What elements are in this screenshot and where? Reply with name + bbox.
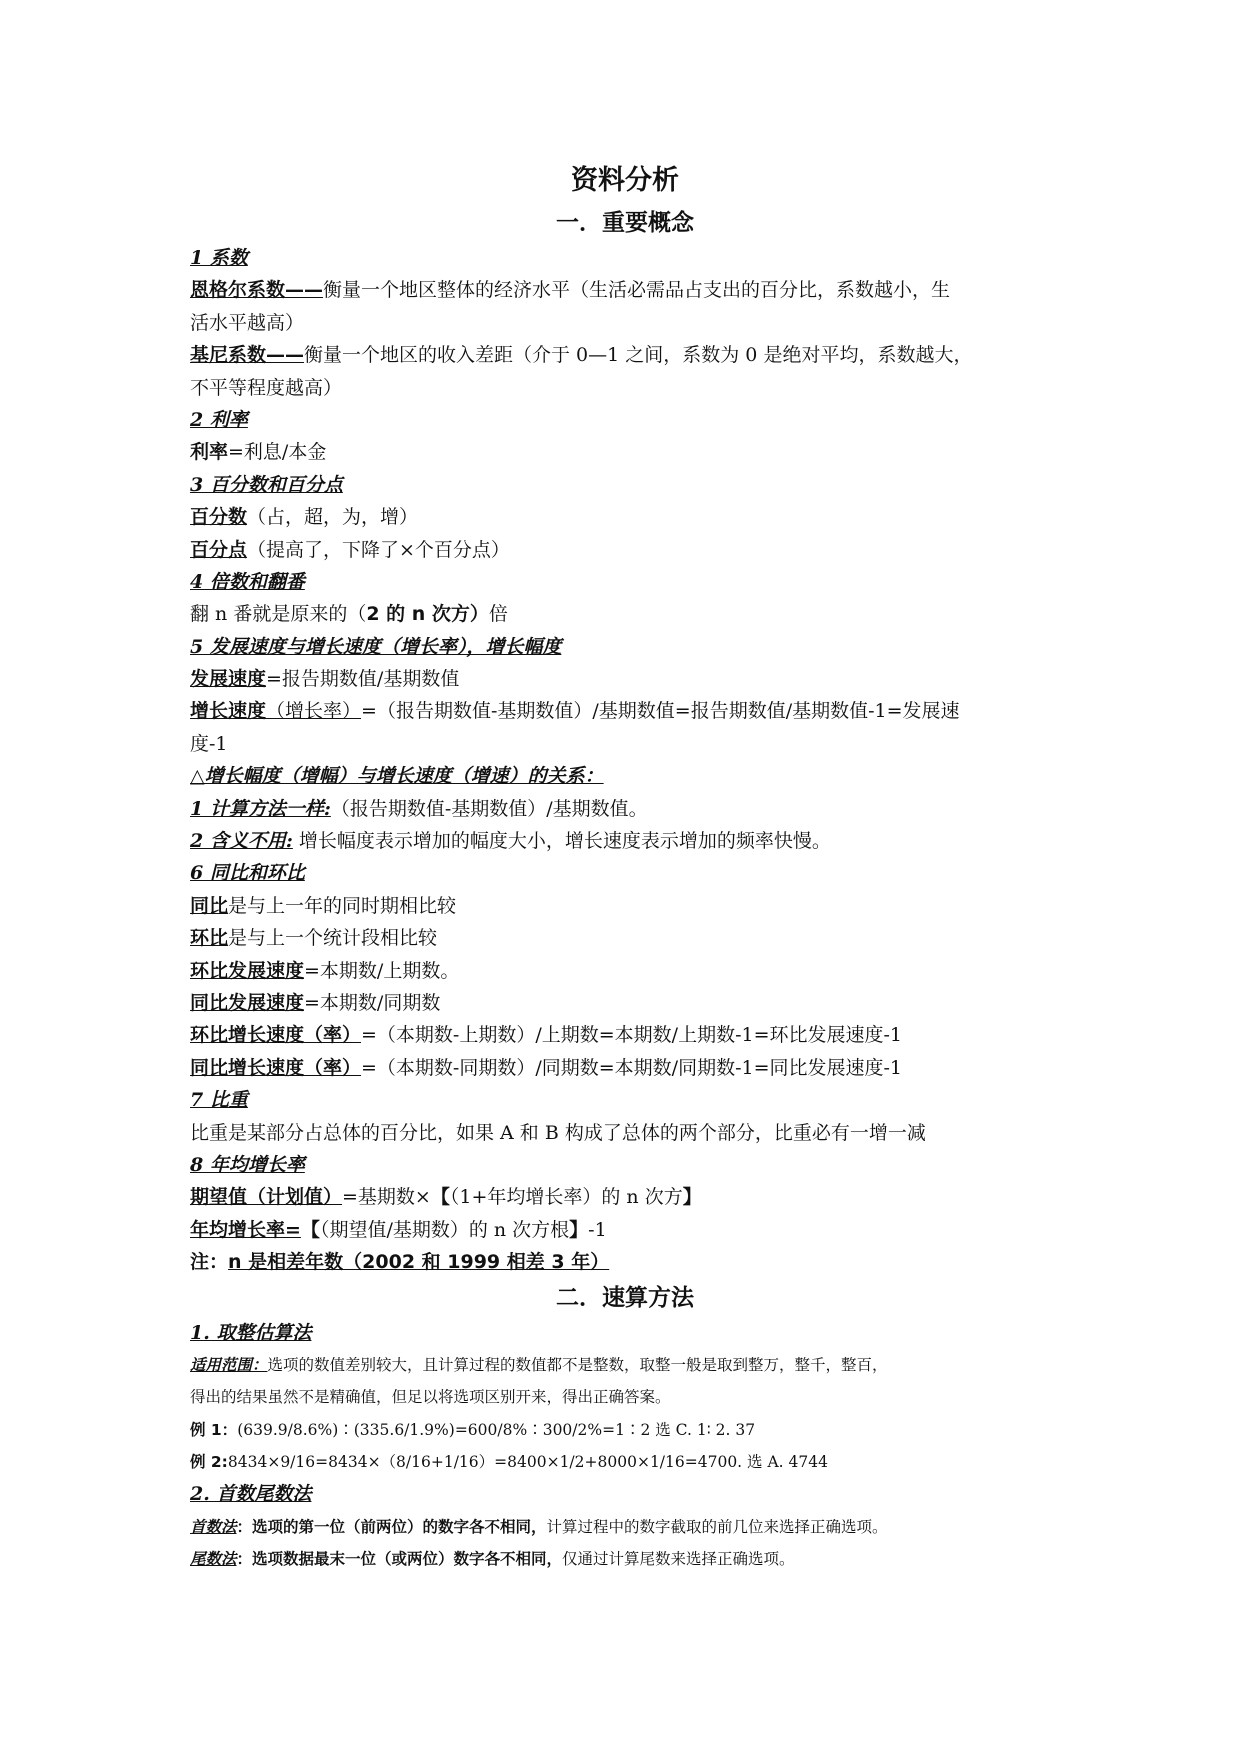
example-2-line: 例 2:8434×9/16=8434×（8/16+1/16）=8400×1/2+8000×1/16=4700. 选 A. 4744	[190, 1453, 828, 1472]
document-page	[190, 158, 1060, 1576]
note-line: 注：n 是相差年数（2002 和 1999 相差 3 年）	[190, 1251, 610, 1274]
development-speed-line: 发展速度=报告期数值/基期数值	[190, 668, 460, 691]
heading-coefficient: 1 系数	[190, 247, 248, 269]
section-2-title: 二．速算方法	[556, 1284, 694, 1311]
scope-line-2: 得出的结果虽然不是精确值，但足以将选项区别开来，得出正确答案。	[190, 1388, 671, 1407]
heading-multiple: 4 倍数和翻番	[190, 570, 305, 593]
percentage-point-line: 百分点（提高了，下降了×个百分点）	[190, 538, 510, 561]
heading-relation: △增长幅度（增幅）与增长速度（增速）的关系：	[190, 765, 604, 788]
engel-term: 恩格尔系数——	[190, 279, 324, 302]
heading-share: 7 比重	[190, 1089, 248, 1112]
interest-rate-line: 利率=利息/本金	[190, 441, 327, 464]
heading-growth-speed: 5 发展速度与增长速度（增长率），增长幅度	[190, 635, 562, 658]
section-1-title: 一．重要概念	[556, 210, 694, 236]
gini-line: 基尼系数——衡量一个地区的收入差距（介于 0—1 之间，系数为 0 是绝对平均，系数越大，	[190, 344, 973, 367]
heading-average-growth: 8 年均增长率	[190, 1153, 305, 1176]
document-title: 资料分析	[571, 165, 679, 196]
head-method-line: 首数法：选项的第一位（前两位）的数字各不相同，计算过程中的数字截取的前几位来选择正确选项。	[190, 1516, 888, 1536]
growth-speed-line-2: 度-1	[190, 732, 228, 755]
heading-percent: 3 百分数和百分点	[190, 473, 343, 496]
expected-value-line: 期望值（计划值）=基期数×【（1+年均增长率）的 n 次方】	[190, 1186, 702, 1209]
share-line: 比重是某部分占总体的百分比，如果 A 和 B 构成了总体的两个部分，比重必有一增一减	[190, 1121, 926, 1144]
yoy-line: 同比是与上一年的同时期相比较	[190, 894, 457, 917]
yoy-development-line: 同比发展速度=本期数/同期数	[190, 991, 441, 1014]
engel-line: 恩格尔系数——衡量一个地区整体的经济水平（生活必需品占支出的百分比，系数越小，生	[190, 279, 951, 302]
yoy-growth-line: 同比增长速度（率）=（本期数-同期数）/同期数=本期数/同期数-1=同比发展速度-1	[190, 1056, 903, 1079]
relation-line-1: 1 计算方法一样:（报告期数值-基期数值）/基期数值。	[190, 797, 648, 820]
relation-line-2: 2 含义不用: 增长幅度表示增加的幅度大小，增长速度表示增加的频率快慢。	[190, 830, 831, 853]
mom-growth-line: 环比增长速度（率）=（本期数-上期数）/上期数=本期数/上期数-1=环比发展速度-1	[190, 1024, 903, 1047]
heading-head-tail: 2. 首数尾数法	[190, 1483, 312, 1506]
average-growth-line: 年均增长率=【（期望值/基期数）的 n 次方根】-1	[190, 1218, 607, 1241]
heading-interest-rate: 2 利率	[190, 408, 248, 431]
scope-line: 适用范围：选项的数值差别较大，且计算过程的数值都不是整数，取整一般是取到整万，整千，整百，	[190, 1354, 888, 1374]
example-1-line: 例 1：(639.9/8.6%)∶(335.6/1.9%)=600/8%∶300/2%=1∶2 选 C. 1∶ 2. 37	[190, 1420, 756, 1439]
multiple-line: 翻 n 番就是原来的（2 的 n 次方）倍	[190, 603, 508, 626]
mom-line: 环比是与上一个统计段相比较	[190, 927, 438, 950]
gini-term: 基尼系数——	[190, 344, 305, 367]
growth-speed-line: 增长速度（增长率）=（报告期数值-基期数值）/基期数值=报告期数值/基期数值-1=发展速	[190, 700, 960, 723]
heading-rounding: 1. 取整估算法	[190, 1321, 312, 1344]
engel-line-2: 活水平越高）	[190, 311, 305, 334]
gini-line-2: 不平等程度越高）	[190, 376, 343, 399]
heading-yoy-mom: 6 同比和环比	[190, 862, 305, 885]
mom-development-line: 环比发展速度=本期数/上期数。	[190, 959, 460, 982]
tail-method-line: 尾数法：选项数据最末一位（或两位）数字各不相同，仅通过计算尾数来选择正确选项。	[190, 1549, 795, 1569]
percent-line: 百分数（占，超，为，增）	[190, 506, 419, 529]
